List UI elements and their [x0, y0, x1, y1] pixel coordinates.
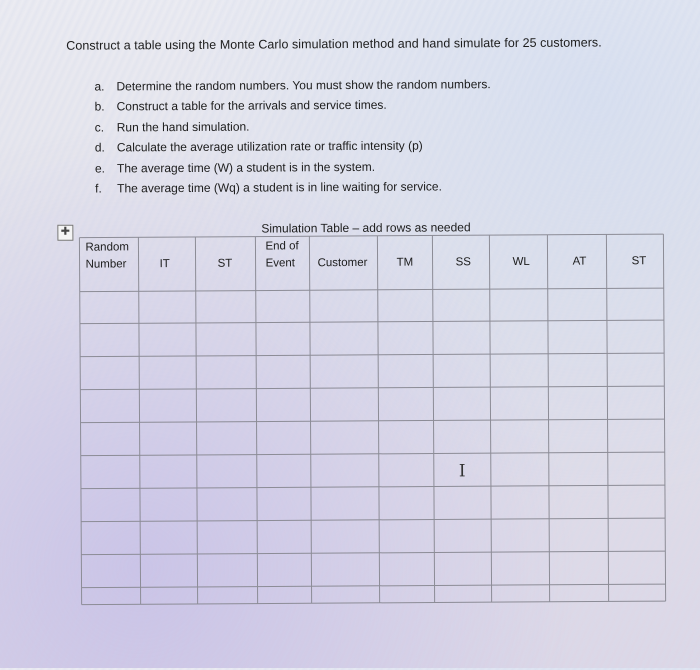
task-letter: e.	[94, 161, 106, 176]
task-text: Construct a table for the arrivals and service times.	[116, 97, 387, 114]
task-text: Run the hand simulation.	[116, 119, 250, 135]
column-header-wl: WL	[512, 255, 530, 269]
task-text: Calculate the average utilization rate or traffic intensity (p)	[116, 138, 423, 155]
task-letter: f.	[95, 181, 102, 196]
task-letter: b.	[94, 99, 105, 114]
text-cursor-icon: I	[458, 461, 466, 482]
column-header-st-2: ST	[631, 255, 647, 268]
task-text: Determine the random numbers. You must show the random numbers.	[116, 77, 491, 94]
task-letter: d.	[94, 140, 105, 155]
column-header-at: AT	[572, 255, 587, 268]
column-header-end-of-event: End of Event	[265, 240, 299, 270]
column-header-ss: SS	[455, 256, 471, 269]
column-header-st: ST	[217, 257, 233, 270]
task-text: The average time (Wq) a student is in line waiting for service.	[117, 179, 442, 196]
task-letter: c.	[94, 120, 105, 135]
assignment-heading: Construct a table using the Monte Carlo simulation method and hand simulate for 25 customers.	[66, 35, 602, 53]
task-text: The average time (W) a student is in the system.	[116, 159, 376, 176]
task-letter: a.	[94, 79, 105, 94]
simulation-table-title: Simulation Table – add rows as needed	[261, 220, 471, 236]
table-move-handle-icon[interactable]: ✚	[57, 225, 73, 241]
column-header-customer: Customer	[317, 256, 368, 270]
column-header-random-number: Random Number	[85, 241, 129, 271]
column-header-it: IT	[159, 258, 170, 271]
column-header-tm: TM	[396, 256, 414, 269]
